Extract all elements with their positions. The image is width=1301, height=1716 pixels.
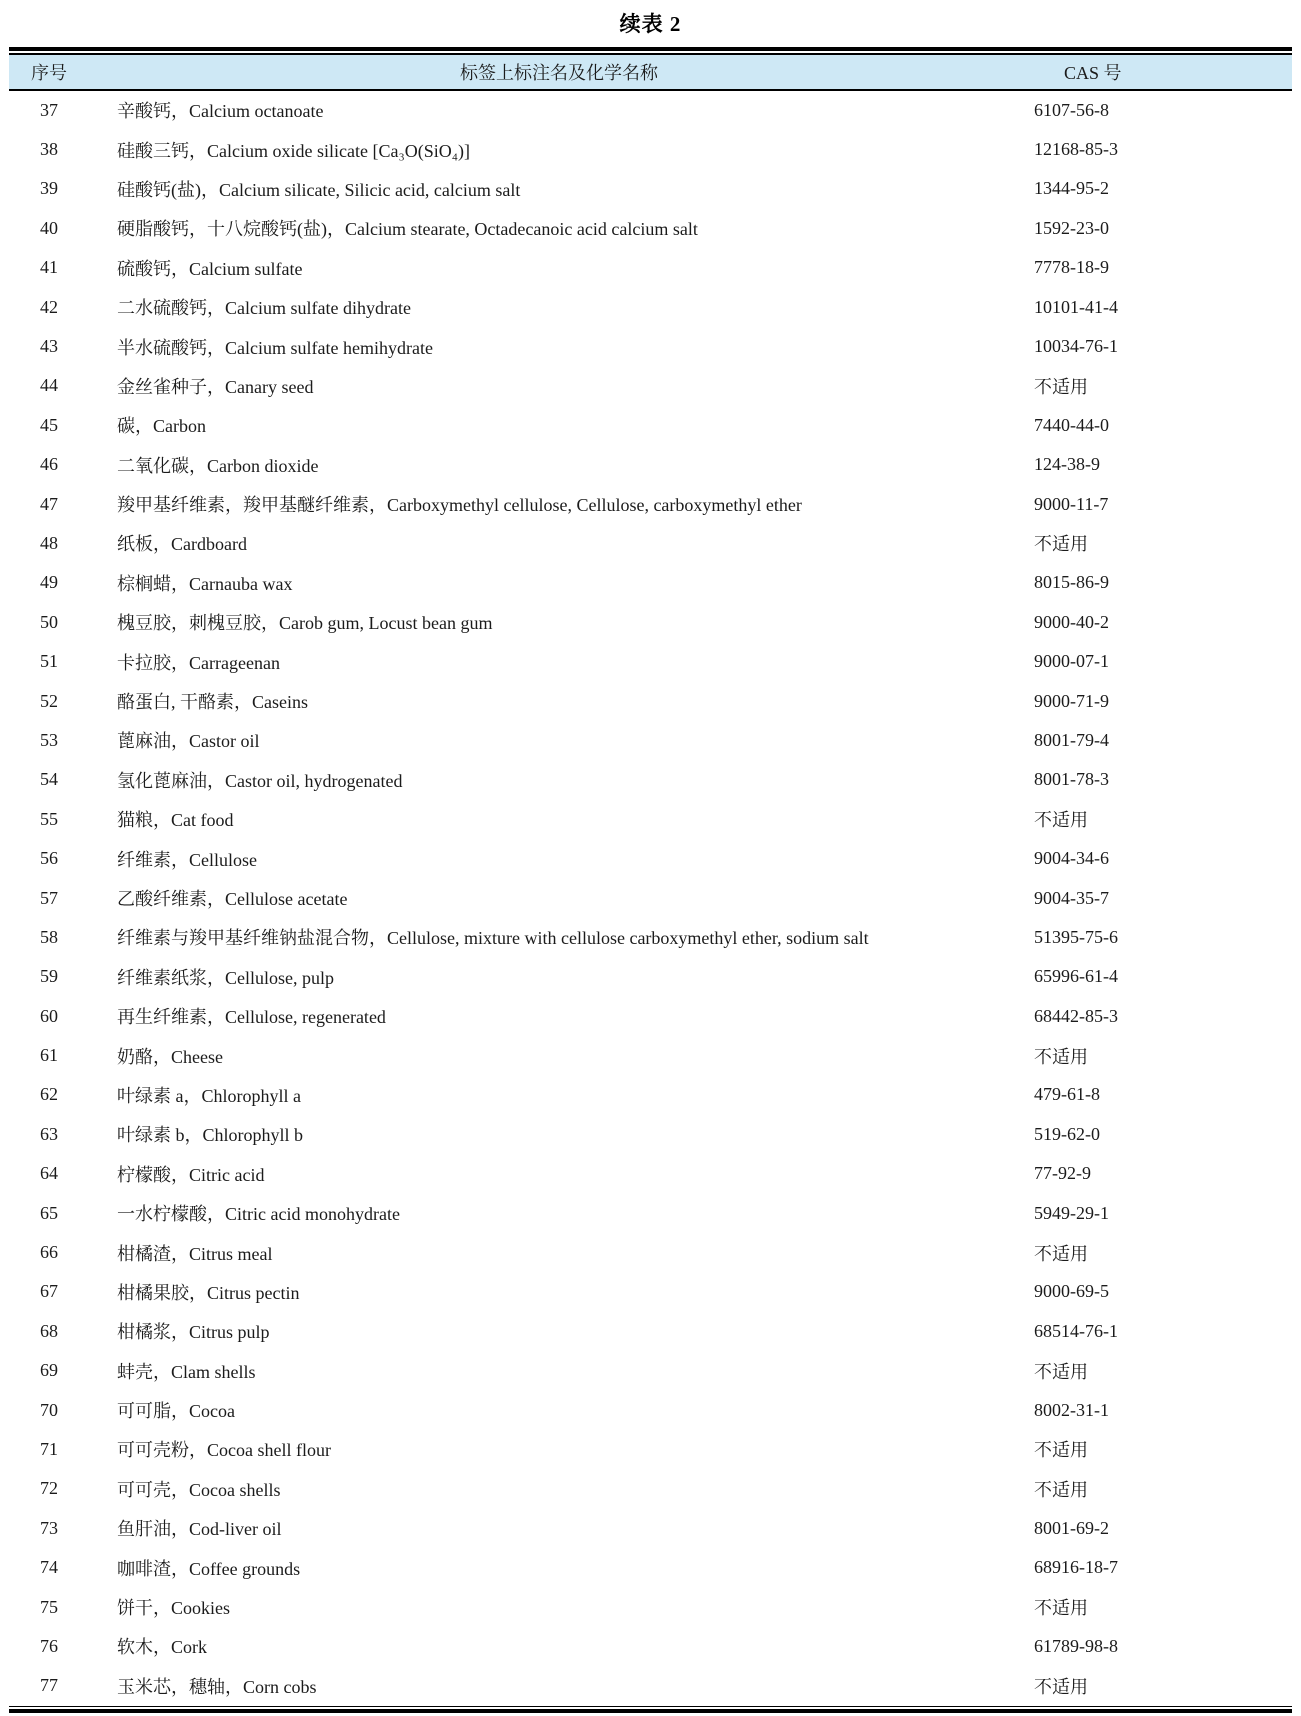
row-substance-name: 纤维素与羧甲基纤维钠盐混合物，Cellulose, mixture with cellulose carboxymethyl ether, sodium salt (117, 928, 869, 949)
row-cas-number: 不适用 (1034, 1676, 1088, 1697)
row-substance-name: 棕榈蜡，Carnauba wax (117, 573, 293, 594)
row-substance-name: 可可壳，Cocoa shells (117, 1479, 281, 1500)
table-row (9, 1390, 1292, 1429)
row-serial-number: 43 (40, 336, 58, 357)
row-serial-number: 50 (40, 611, 58, 632)
row-serial-number: 39 (40, 178, 58, 199)
row-cas-number: 5949-29-1 (1034, 1202, 1109, 1223)
row-serial-number: 67 (40, 1281, 58, 1302)
row-substance-name: 硅酸钙(盐)，Calcium silicate, Silicic acid, calcium salt (117, 179, 521, 200)
row-cas-number: 不适用 (1034, 810, 1088, 831)
row-cas-number: 8001-78-3 (1034, 769, 1109, 790)
table-row (9, 1154, 1292, 1193)
row-substance-name: 玉米芯，穗轴，Corn cobs (117, 1676, 317, 1697)
row-substance-name: 二水硫酸钙，Calcium sulfate dihydrate (117, 298, 411, 319)
row-substance-name: 辛酸钙，Calcium octanoate (117, 101, 324, 122)
row-substance-name: 二氧化碳，Carbon dioxide (117, 455, 319, 476)
table-row (9, 681, 1292, 720)
row-cas-number: 不适用 (1034, 1361, 1088, 1382)
row-serial-number: 72 (40, 1478, 58, 1499)
table-row (9, 957, 1292, 996)
row-substance-name: 再生纤维素，Cellulose, regenerated (117, 1007, 386, 1028)
row-substance-name: 纸板，Cardboard (117, 534, 247, 555)
row-cas-number: 77-92-9 (1034, 1163, 1091, 1184)
table-row (9, 642, 1292, 681)
table-row (9, 1312, 1292, 1351)
row-cas-number: 12168-85-3 (1034, 139, 1118, 160)
row-serial-number: 38 (40, 139, 58, 160)
row-substance-name: 氢化蓖麻油，Castor oil, hydrogenated (117, 770, 403, 791)
row-substance-name: 金丝雀种子，Canary seed (117, 376, 314, 397)
row-serial-number: 47 (40, 493, 58, 514)
row-serial-number: 57 (40, 887, 58, 908)
row-serial-number: 60 (40, 1005, 58, 1026)
table-row (9, 878, 1292, 917)
row-serial-number: 74 (40, 1557, 58, 1578)
row-cas-number: 不适用 (1034, 1479, 1088, 1500)
row-serial-number: 41 (40, 257, 58, 278)
row-substance-name: 奶酪，Cheese (117, 1046, 223, 1067)
row-cas-number: 7440-44-0 (1034, 414, 1109, 435)
table-row (9, 760, 1292, 799)
row-serial-number: 56 (40, 848, 58, 869)
row-cas-number: 519-62-0 (1034, 1123, 1100, 1144)
row-cas-number: 9000-69-5 (1034, 1281, 1109, 1302)
table-row (9, 1233, 1292, 1272)
table-row (9, 91, 1292, 130)
row-cas-number: 9000-07-1 (1034, 651, 1109, 672)
table-row (9, 603, 1292, 642)
table-row (9, 1469, 1292, 1508)
row-substance-name: 咖啡渣，Coffee grounds (117, 1558, 301, 1579)
row-substance-name: 柑橘浆，Citrus pulp (117, 1322, 270, 1343)
table-row (9, 524, 1292, 563)
table-row (9, 563, 1292, 602)
row-cas-number: 68442-85-3 (1034, 1005, 1118, 1026)
row-serial-number: 37 (40, 99, 58, 120)
row-substance-name: 酪蛋白, 干酪素，Caseins (117, 692, 308, 713)
row-serial-number: 64 (40, 1163, 58, 1184)
table-row (9, 406, 1292, 445)
row-cas-number: 不适用 (1034, 1598, 1088, 1619)
row-serial-number: 73 (40, 1517, 58, 1538)
row-substance-name: 硅酸三钙，Calcium oxide silicate [Ca₃O(SiO₄)] (117, 140, 470, 161)
column-header-cas-number: CAS 号 (1064, 62, 1122, 83)
table-row (9, 1036, 1292, 1075)
row-substance-name: 纤维素纸浆，Cellulose, pulp (117, 967, 334, 988)
row-substance-name: 猫粮，Cat food (117, 810, 234, 831)
row-serial-number: 65 (40, 1202, 58, 1223)
row-substance-name: 乙酸纤维素，Cellulose acetate (117, 889, 348, 909)
table-row (9, 800, 1292, 839)
row-serial-number: 77 (40, 1675, 58, 1696)
table-row (9, 721, 1292, 760)
table-row (9, 1509, 1292, 1548)
column-header-label-chemical-name: 标签上标注名及化学名称 (460, 62, 658, 83)
row-substance-name: 蓖麻油，Castor oil (117, 731, 260, 752)
table-row (9, 1627, 1292, 1666)
table-row (9, 445, 1292, 484)
row-cas-number: 68916-18-7 (1034, 1557, 1118, 1578)
row-serial-number: 63 (40, 1123, 58, 1144)
row-serial-number: 48 (40, 532, 58, 553)
row-serial-number: 75 (40, 1596, 58, 1617)
table-row (9, 1666, 1292, 1705)
row-substance-name: 一水柠檬酸，Citric acid monohydrate (117, 1204, 400, 1225)
row-cas-number: 不适用 (1034, 1440, 1088, 1461)
bottom-rule-thick (9, 1709, 1292, 1713)
table-row (9, 1430, 1292, 1469)
table-row (9, 169, 1292, 208)
row-cas-number: 51395-75-6 (1034, 926, 1118, 947)
row-serial-number: 40 (40, 217, 58, 238)
table-row (9, 327, 1292, 366)
row-substance-name: 可可壳粉，Cocoa shell flour (117, 1440, 331, 1461)
row-cas-number: 10034-76-1 (1034, 336, 1118, 357)
row-substance-name: 可可脂，Cocoa (117, 1401, 235, 1422)
table-header-row (9, 55, 1292, 89)
row-substance-name: 蚌壳，Clam shells (117, 1361, 256, 1382)
row-cas-number: 9000-71-9 (1034, 690, 1109, 711)
row-cas-number: 1344-95-2 (1034, 178, 1109, 199)
row-serial-number: 66 (40, 1242, 58, 1263)
table-row (9, 996, 1292, 1035)
row-cas-number: 6107-56-8 (1034, 99, 1109, 120)
row-serial-number: 42 (40, 296, 58, 317)
row-cas-number: 不适用 (1034, 376, 1088, 397)
table-body (9, 91, 1292, 1706)
table-row (9, 130, 1292, 169)
row-serial-number: 69 (40, 1360, 58, 1381)
row-cas-number: 8001-79-4 (1034, 729, 1109, 750)
row-cas-number: 9000-11-7 (1034, 493, 1109, 514)
row-cas-number: 65996-61-4 (1034, 966, 1118, 987)
row-cas-number: 1592-23-0 (1034, 217, 1109, 238)
row-substance-name: 柑橘果胶，Citrus pectin (117, 1282, 300, 1303)
row-cas-number: 68514-76-1 (1034, 1320, 1118, 1341)
row-substance-name: 半水硫酸钙，Calcium sulfate hemihydrate (117, 337, 433, 358)
row-cas-number: 124-38-9 (1034, 454, 1100, 475)
row-serial-number: 71 (40, 1438, 58, 1459)
row-serial-number: 76 (40, 1635, 58, 1656)
table-row (9, 1193, 1292, 1232)
table-title: 续表 2 (619, 12, 682, 36)
row-substance-name: 柠檬酸，Citric acid (117, 1164, 265, 1185)
row-serial-number: 46 (40, 454, 58, 475)
table-row (9, 287, 1292, 326)
row-serial-number: 44 (40, 375, 58, 396)
row-cas-number: 不适用 (1034, 1046, 1088, 1067)
row-serial-number: 55 (40, 808, 58, 829)
row-cas-number: 9004-34-6 (1034, 848, 1109, 869)
row-cas-number: 7778-18-9 (1034, 257, 1109, 278)
row-substance-name: 羧甲基纤维素，羧甲基醚纤维素，Carboxymethyl cellulose, Cellulose, carboxymethyl ether (117, 495, 802, 516)
table-row (9, 484, 1292, 523)
row-substance-name: 纤维素，Cellulose (117, 849, 257, 870)
row-serial-number: 58 (40, 926, 58, 947)
row-serial-number: 45 (40, 414, 58, 435)
table-row (9, 1587, 1292, 1626)
row-serial-number: 68 (40, 1320, 58, 1341)
table-row (9, 248, 1292, 287)
row-serial-number: 52 (40, 690, 58, 711)
row-cas-number: 不适用 (1034, 1243, 1088, 1264)
row-cas-number: 8001-69-2 (1034, 1517, 1109, 1538)
row-substance-name: 卡拉胶，Carrageenan (117, 652, 280, 673)
table-row (9, 1548, 1292, 1587)
row-cas-number: 不适用 (1034, 534, 1088, 555)
row-serial-number: 54 (40, 769, 58, 790)
row-serial-number: 59 (40, 966, 58, 987)
row-serial-number: 61 (40, 1045, 58, 1066)
row-substance-name: 鱼肝油，Cod-liver oil (117, 1519, 282, 1540)
row-cas-number: 9004-35-7 (1034, 887, 1109, 908)
table-row (9, 1115, 1292, 1154)
row-serial-number: 62 (40, 1084, 58, 1105)
row-serial-number: 49 (40, 572, 58, 593)
table-row (9, 839, 1292, 878)
row-serial-number: 53 (40, 729, 58, 750)
row-substance-name: 叶绿素 b，Chlorophyll b (117, 1125, 304, 1146)
table-row (9, 366, 1292, 405)
row-serial-number: 51 (40, 651, 58, 672)
row-cas-number: 61789-98-8 (1034, 1635, 1118, 1656)
table-row (9, 1075, 1292, 1114)
row-substance-name: 槐豆胶，刺槐豆胶，Carob gum, Locust bean gum (117, 613, 493, 634)
row-serial-number: 70 (40, 1399, 58, 1420)
table-row (9, 1351, 1292, 1390)
row-substance-name: 硫酸钙，Calcium sulfate (117, 258, 303, 279)
row-substance-name: 饼干，Cookies (117, 1598, 231, 1619)
row-cas-number: 9000-40-2 (1034, 611, 1109, 632)
table-row (9, 918, 1292, 957)
row-cas-number: 479-61-8 (1034, 1084, 1100, 1105)
row-substance-name: 叶绿素 a，Chlorophyll a (117, 1085, 301, 1106)
row-cas-number: 8002-31-1 (1034, 1399, 1109, 1420)
row-substance-name: 软木，Cork (117, 1637, 207, 1658)
row-cas-number: 10101-41-4 (1034, 296, 1118, 317)
row-substance-name: 柑橘渣，Citrus meal (117, 1243, 273, 1264)
row-substance-name: 碳，Carbon (117, 416, 206, 437)
row-substance-name: 硬脂酸钙，十八烷酸钙(盐)，Calcium stearate, Octadecanoic acid calcium salt (117, 219, 698, 240)
table-row (9, 1272, 1292, 1311)
row-cas-number: 8015-86-9 (1034, 572, 1109, 593)
table-row (9, 209, 1292, 248)
column-header-serial-number: 序号 (31, 62, 67, 83)
